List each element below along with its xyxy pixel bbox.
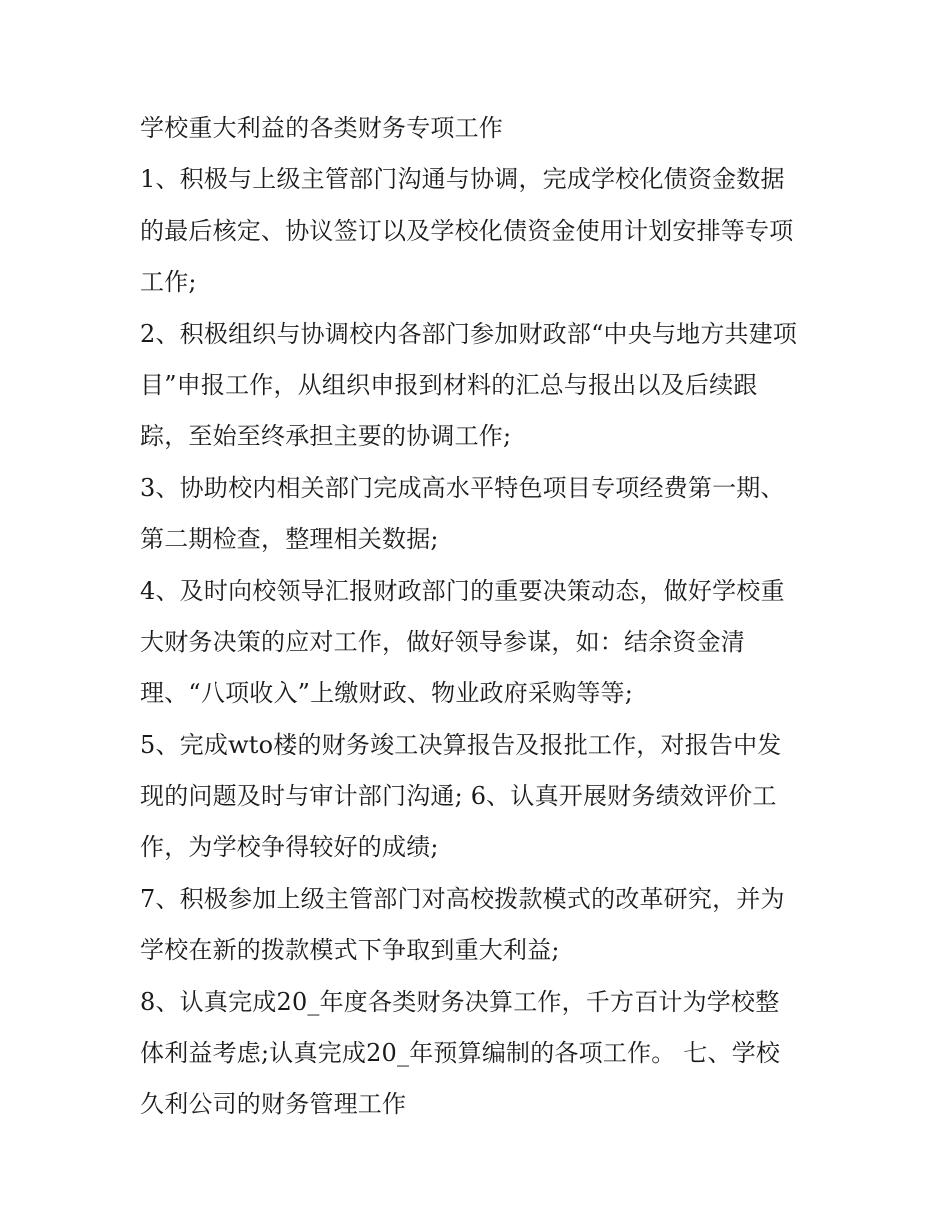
text-line: 第二期检查，整理相关数据; xyxy=(140,525,439,554)
text-line: 现的问题及时与审计部门沟通; 6、认真开展财务绩效评价工 xyxy=(140,782,777,811)
text-line: 踪，至始至终承担主要的协调工作; xyxy=(140,422,512,451)
document-body xyxy=(140,103,820,1131)
text-line: 理、“八项收入”上缴财政、物业政府采购等等; xyxy=(140,679,634,708)
text-line: 7、积极参加上级主管部门对高校拨款模式的改革研究，并为 xyxy=(140,884,785,913)
text-line: 5、完成wto楼的财务竣工决算报告及报批工作，对报告中发 xyxy=(140,730,782,759)
text-line: 的最后核定、协议签订以及学校化债资金使用计划安排等专项 xyxy=(140,216,794,245)
text-line: 目”申报工作，从组织申报到材料的汇总与报出以及后续跟 xyxy=(140,370,758,399)
text-line: 4、及时向校领导汇报财政部门的重要决策动态，做好学校重 xyxy=(140,576,785,605)
text-line: 体利益考虑;认真完成20_年预算编制的各项工作。 七、学校 xyxy=(140,1039,781,1068)
text-line: 大财务决策的应对工作，做好领导参谋，如：结余资金清 xyxy=(140,627,745,656)
text-line: 2、积极组织与协调校内各部门参加财政部“中央与地方共建项 xyxy=(140,319,798,348)
text-line-heading: 学校重大利益的各类财务专项工作 xyxy=(140,114,503,142)
text-line: 作，为学校争得较好的成绩; xyxy=(140,833,439,862)
text-line: 学校在新的拨款模式下争取到重大利益; xyxy=(140,936,560,965)
text-line: 1、积极与上级主管部门沟通与协调，完成学校化债资金数据 xyxy=(140,165,785,194)
text-line: 久利公司的财务管理工作 xyxy=(140,1090,407,1119)
text-line: 工作; xyxy=(140,268,197,297)
text-line: 3、协助校内相关部门完成高水平特色项目专项经费第一期、 xyxy=(140,473,785,502)
text-line: 8、认真完成20_年度各类财务决算工作，千方百计为学校整 xyxy=(140,987,780,1016)
